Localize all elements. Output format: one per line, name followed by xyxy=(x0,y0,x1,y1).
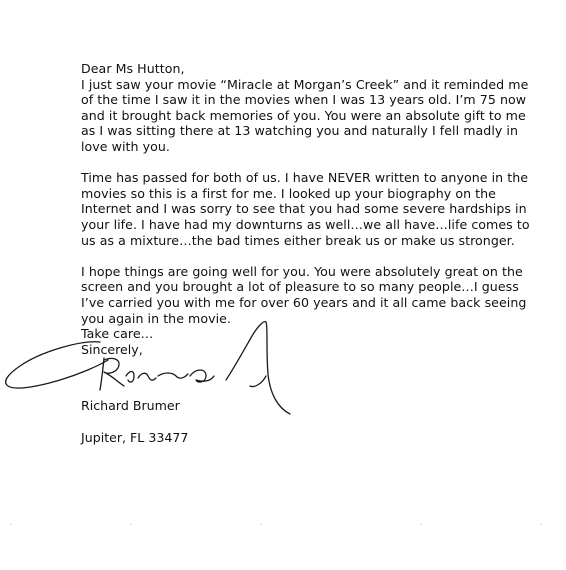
closing: Sincerely, xyxy=(81,342,143,357)
signer-name: Richard Brumer xyxy=(81,398,180,413)
letter-body xyxy=(81,61,551,342)
signer-address: Jupiter, FL 33477 xyxy=(81,430,189,445)
paragraph-line: your life. I have had my downturns as well…we all have…life comes to xyxy=(81,216,530,232)
paragraph-line: Take care… xyxy=(81,326,154,342)
paragraph-line: I’ve carried you with me for over 60 years and it all came back seeing xyxy=(81,294,527,310)
salutation: Dear Ms Hutton, xyxy=(81,61,185,76)
paragraph-line: I just saw your movie “Miracle at Morgan’s Creek” and it reminded me xyxy=(81,76,529,92)
paragraph-spacer xyxy=(81,248,551,264)
paragraph-line: you again in the movie. xyxy=(81,310,232,326)
paragraph-2 xyxy=(81,170,551,248)
scan-artifacts xyxy=(0,520,566,530)
paragraph-line: I hope things are going well for you. You were absolutely great on the xyxy=(81,263,523,279)
paragraph-line: Internet and I was sorry to see that you had some severe hardships in xyxy=(81,201,527,217)
paragraph-line: movies so this is a first for me. I looked up your biography on the xyxy=(81,185,496,201)
paragraph-line: love with you. xyxy=(81,138,170,154)
paragraph-line: screen and you brought a lot of pleasure to so many people…I guess xyxy=(81,279,519,295)
paragraph-spacer xyxy=(81,155,551,171)
paragraph-1 xyxy=(81,77,551,155)
paragraph-line: of the time I saw it in the movies when I was 13 years old. I’m 75 now xyxy=(81,92,527,108)
paragraph-line: as I was sitting there at 13 watching you and naturally I fell madly in xyxy=(81,123,519,139)
paragraph-line: us as a mixture…the bad times either break us or make us stronger. xyxy=(81,232,515,248)
paragraph-line: Time has passed for both of us. I have NEVER written to anyone in the xyxy=(81,170,529,186)
paragraph-line: and it brought back memories of you. You were an absolute gift to me xyxy=(81,107,526,123)
